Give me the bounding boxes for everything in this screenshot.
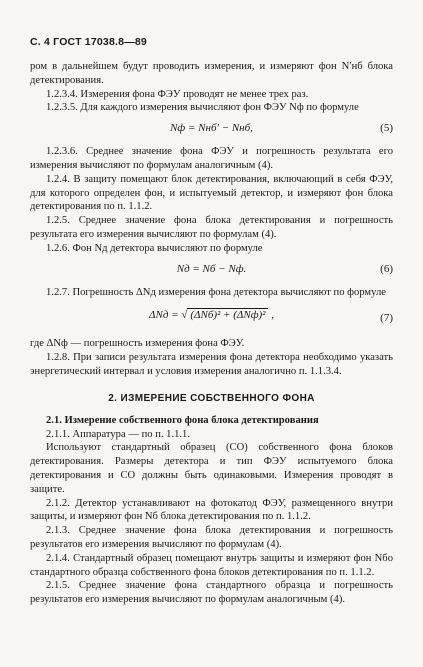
- paragraph-1-2-3-5: 1.2.3.5. Для каждого измерения вычисляют фон ФЭУ Nф по формуле: [46, 102, 359, 114]
- section-heading-2: 2. ИЗМЕРЕНИЕ СОБСТВЕННОГО ФОНА: [108, 392, 315, 404]
- paragraph-1-2-4: 1.2.4. В защиту помещают блок детектирования, включающий в себя ФЭУ, для которого определен фон, и испытуемый детектор, и измеряют фон блока детектирования по п. 1.1.2.: [30, 173, 393, 213]
- subsection-heading-2-1: 2.1. Измерение собственного фона блока детектирования: [46, 414, 319, 426]
- sqrt-sign: √: [181, 309, 188, 322]
- formula-7-tail: ,: [268, 309, 274, 322]
- paragraph-1-2-8: 1.2.8. При записи результата измерения фона детектора необходимо указать энергетический интервал и условия измерения аналогично п. 1.1.3.4.: [30, 352, 393, 377]
- paragraph-2-1-5: 2.1.5. Среднее значение фона стандартного образца и погрешность результатов его измерения вычисляют по формулам аналогичным (4).: [30, 580, 393, 606]
- formula-6-expression: Nд = Nб − Nф.: [176, 262, 247, 275]
- formula-7: [30, 302, 393, 332]
- page-header: С. 4 ГОСТ 17038.8—89: [30, 36, 147, 48]
- paragraph-2-1-1: 2.1.1. Аппаратура — по п. 1.1.1.: [46, 428, 190, 440]
- formula-6: [30, 259, 393, 281]
- formula-5-number: (5): [380, 122, 393, 135]
- paragraph-2-1-1-body: Используют стандартный образец (СО) собственного фона блоков детектирования. Размеры детектора и тип ФЭУ испытуемого блока детектирования и СО должны быть одинаковыми. Измерения проводят в защите.: [30, 442, 393, 495]
- paragraph-1-2-3-4: 1.2.3.4. Измерения фона ФЭУ проводят не менее трех раз.: [46, 88, 309, 100]
- formula-7-left: ΔNд =: [149, 309, 182, 322]
- paragraph-1-2-6: 1.2.6. Фон Nд детектора вычисляют по формуле: [46, 242, 263, 254]
- formula-7-radicand: (ΔNб)² + (ΔNф)²: [187, 308, 268, 321]
- paragraph-1-2-7: 1.2.7. Погрешность ΔNд измерения фона детектора вычисляют по формуле: [46, 286, 386, 298]
- formula-6-number: (6): [380, 262, 393, 275]
- paragraph-2-1-2: 2.1.2. Детектор устанавливают на фотокатод ФЭУ, размещенного внутри защиты, и измеряют фон Nб блока детектирования по п. 1.1.2.: [30, 497, 393, 523]
- paragraph-2-1-3: 2.1.3. Среднее значение фона блока детектирования и погрешность результатов его измерения вычисляют по формулам (4).: [30, 525, 393, 550]
- formula-5: [30, 118, 393, 140]
- paragraph-1-2-3-6: 1.2.3.6. Среднее значение фона ФЭУ и погрешность результата его измерения вычисляют по формулам аналогичным (4).: [30, 146, 393, 171]
- formula-5-expression: Nф = Nнб′ − Nнб,: [170, 122, 253, 135]
- paragraph-continuation: ром в дальнейшем будут проводить измерения, и измеряют фон N′нб блока детектирования.: [30, 61, 393, 86]
- paragraph-2-1-4: 2.1.4. Стандартный образец помещают внутрь защиты и измеряют фон Nбо стандартного образца собственного фона блоков детектирования по п. 1.1.2.: [30, 552, 393, 578]
- paragraph-where: где ΔNф — погрешность измерения фона ФЭУ.: [30, 338, 245, 350]
- formula-7-number: (7): [380, 312, 393, 325]
- paragraph-1-2-5: 1.2.5. Среднее значение фона блока детектирования и погрешность результата его измерения вычисляют по формулам (4).: [30, 215, 393, 240]
- formula-7-expression: [30, 309, 393, 321]
